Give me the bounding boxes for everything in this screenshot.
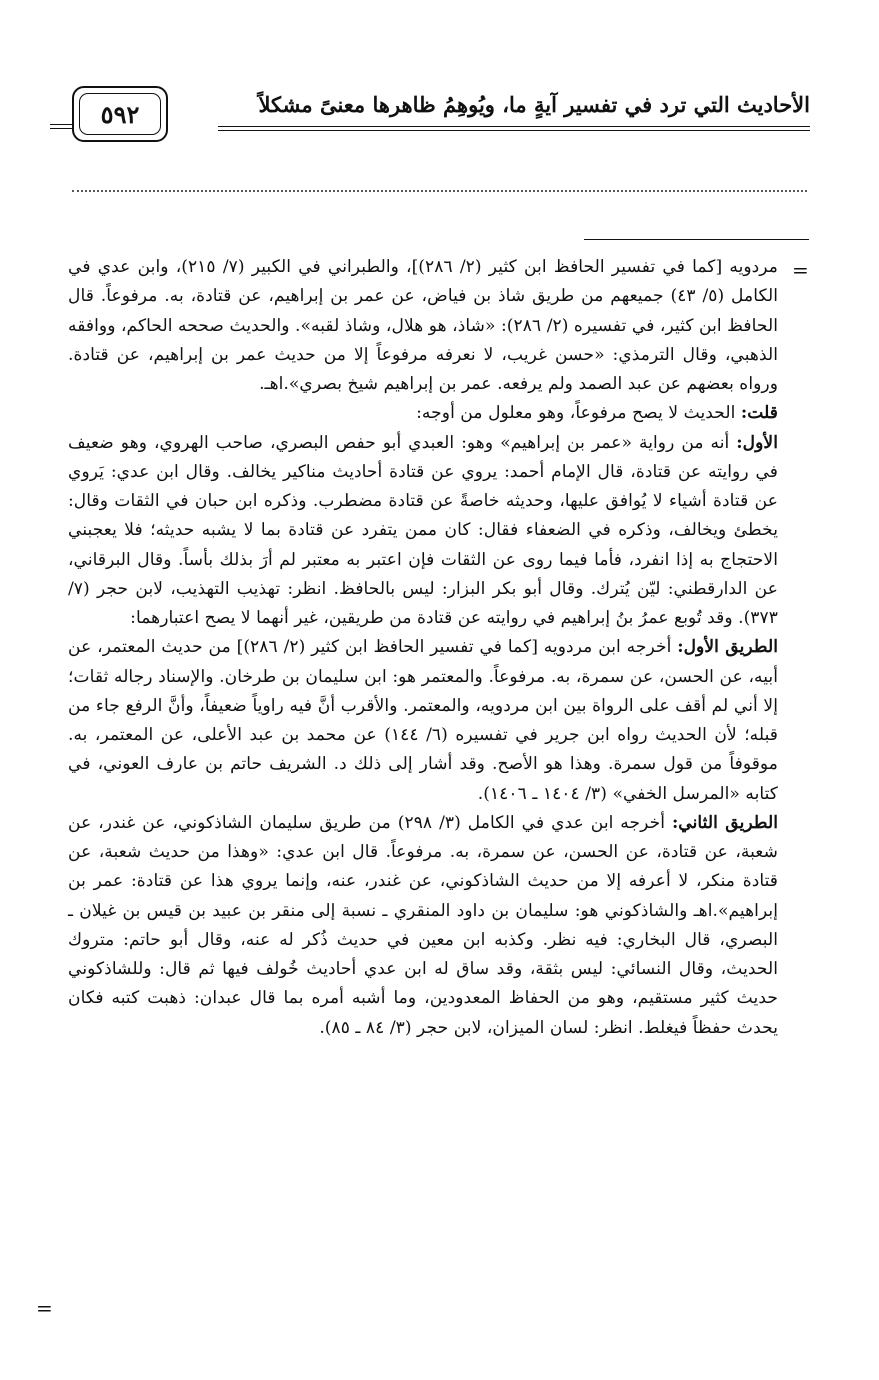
header-left-rules — [50, 124, 72, 132]
paragraph — [68, 253, 778, 399]
paragraph-text: أخرجه ابن عدي في الكامل (٣/ ٢٩٨) من طريق سليمان الشاذكوني، عن غندر، عن شعبة، عن قتادة، عن الحسن، عن سمرة، به. مرفوعاً. قال ابن عدي: «وهذا من حديث شعبة، عن قتادة منكر، لا أعرفه إلا من حديث الشاذكوني، عن غندر، عنه، وإنما يروي هذا عن قتادة: عمر بن إبراهيم».اهـ والشاذكوني هو: سليمان بن داود المنقري ـ نسبة إلى منقر بن عبيد بن قيس بن غيلان ـ البصري، قال البخاري: فيه نظر. وكذبه ابن معين في حديث ذُكر له عنه، وقال أبو حاتم: متروك الحديث، وقال النسائي: ليس بثقة، وقد ساق له ابن عدي أحاديث خُولف فيها ثم قال: وللشاذكوني حديث كثير مستقيم، وهو من الحفاظ المعدودين، وما أشبه أمره بما قال عبدان: ذهبت كتبه فكان يحدث حفظاً فيغلط. انظر: لسان الميزان، لابن حجر (٣/ ٨٤ ـ ٨٥). — [68, 812, 778, 1038]
running-title: الأحاديث التي ترد في تفسير آيةٍ ما، ويُوهِمُ ظاهرها معنىً مشكلاً — [258, 92, 810, 117]
paragraph-lead: الطريق الأول: — [677, 637, 778, 658]
dotted-separator — [72, 190, 807, 192]
footnote-text — [68, 253, 778, 1043]
paragraph-text: مردويه [كما في تفسير الحافظ ابن كثير (٢/ ٢٨٦)]، والطبراني في الكبير (٧/ ٢١٥)، وابن عدي في الكامل (٥/ ٤٣) جميعهم من طريق شاذ بن فياض، عن عمر بن إبراهيم، عن قتادة، به. مرفوعاً. قال الحافظ ابن كثير، في تفسيره (٢/ ٢٨٦): «شاذ، هو هلال، وشاذ لقبه». والحديث صححه الحاكم، ووافقه الذهبي، وقال الترمذي: «حسن غريب، لا نعرفه مرفوعاً إلا من حديث عمر بن إبراهيم، عن قتادة. ورواه بعضهم عن عبد الصمد ولم يرفعه. عمر بن إبراهيم شيخ بصري».اهـ. — [68, 257, 778, 394]
header-rule — [218, 126, 810, 127]
paragraph-lead: الأول: — [736, 432, 779, 453]
paragraph-lead: الطريق الثاني: — [671, 812, 778, 833]
paragraph-text: أخرجه ابن مردويه [كما في تفسير الحافظ ابن كثير (٢/ ٢٨٦)] من حديث المعتمر، عن أبيه، عن الحسن، عن سمرة، به. مرفوعاً. والمعتمر هو: ابن سليمان بن طرخان. والإسناد رجاله ثقات؛ إلا أني لم أقف على الرواة بين ابن مردويه، والمعتمر. والأقرب أنَّ فيه راوياً ضعيفاً، وأنَّ الرفع جاء من قبله؛ لأن الحديث رواه ابن جرير في تفسيره (٦/ ١٤٤) عن محمد بن عبد الأعلى، عن المعتمر، به. موقوفاً من قول سمرة. وهذا هو الأصح. وقد أشار إلى ذلك د. الشريف حاتم بن عارف العوني، في كتابه «المرسل الخفي» (٣/ ١٤٠٤ ـ ١٤٠٦). — [68, 637, 778, 804]
paragraph — [68, 633, 778, 809]
paragraph — [68, 429, 778, 634]
paragraph-lead: قلت: — [740, 403, 778, 424]
running-header — [50, 86, 810, 144]
header-rule — [218, 130, 810, 131]
paragraph-text: الحديث لا يصح مرفوعاً، وهو معلول من أوجه: — [416, 403, 736, 424]
paragraph — [68, 399, 778, 428]
paragraph-text: أنه من رواية «عمر بن إبراهيم» وهو: العبدي أبو حفص البصري، صاحب الهروي، وهو ضعيف في روايته عن قتادة، قال الإمام أحمد: يروي عن قتادة أحاديث مناكير يخالف. وقال ابن عدي: يَروي عن قتادة أشياء لا يُوافق عليها، وحديثه خاصةً عن قتادة مضطرب. وذكره ابن حبان في الثقات وقال: يخطئ ويخالف، وذكره في الضعفاء فقال: كان ممن يتفرد عن قتادة بما لا يشبه حديثه؛ فلا يعجبني الاحتجاج به إذا انفرد، فأما فيما روى عن الثقات فإن اعتبر به معتبر لم أرَ بذلك بأساً. وقال البرقاني، عن الدارقطني: ليّن يُترك. وقال أبو بكر البزار: ليس بالحافظ. انظر: تهذيب التهذيب، لابن حجر (٧/ ٣٧٣). وقد تُوبع عمرُ بنُ إبراهيم في روايته عن قتادة من طريقين، غير أنهما لا يصح اعتبارهما: — [68, 432, 778, 628]
paragraph — [68, 809, 778, 1043]
footnote-rule — [584, 239, 809, 240]
page-number-frame — [72, 86, 168, 142]
page-number: ٥٩٢ — [79, 93, 161, 135]
continues-mark: = — [36, 1296, 53, 1320]
continuation-mark: = — [792, 258, 809, 282]
